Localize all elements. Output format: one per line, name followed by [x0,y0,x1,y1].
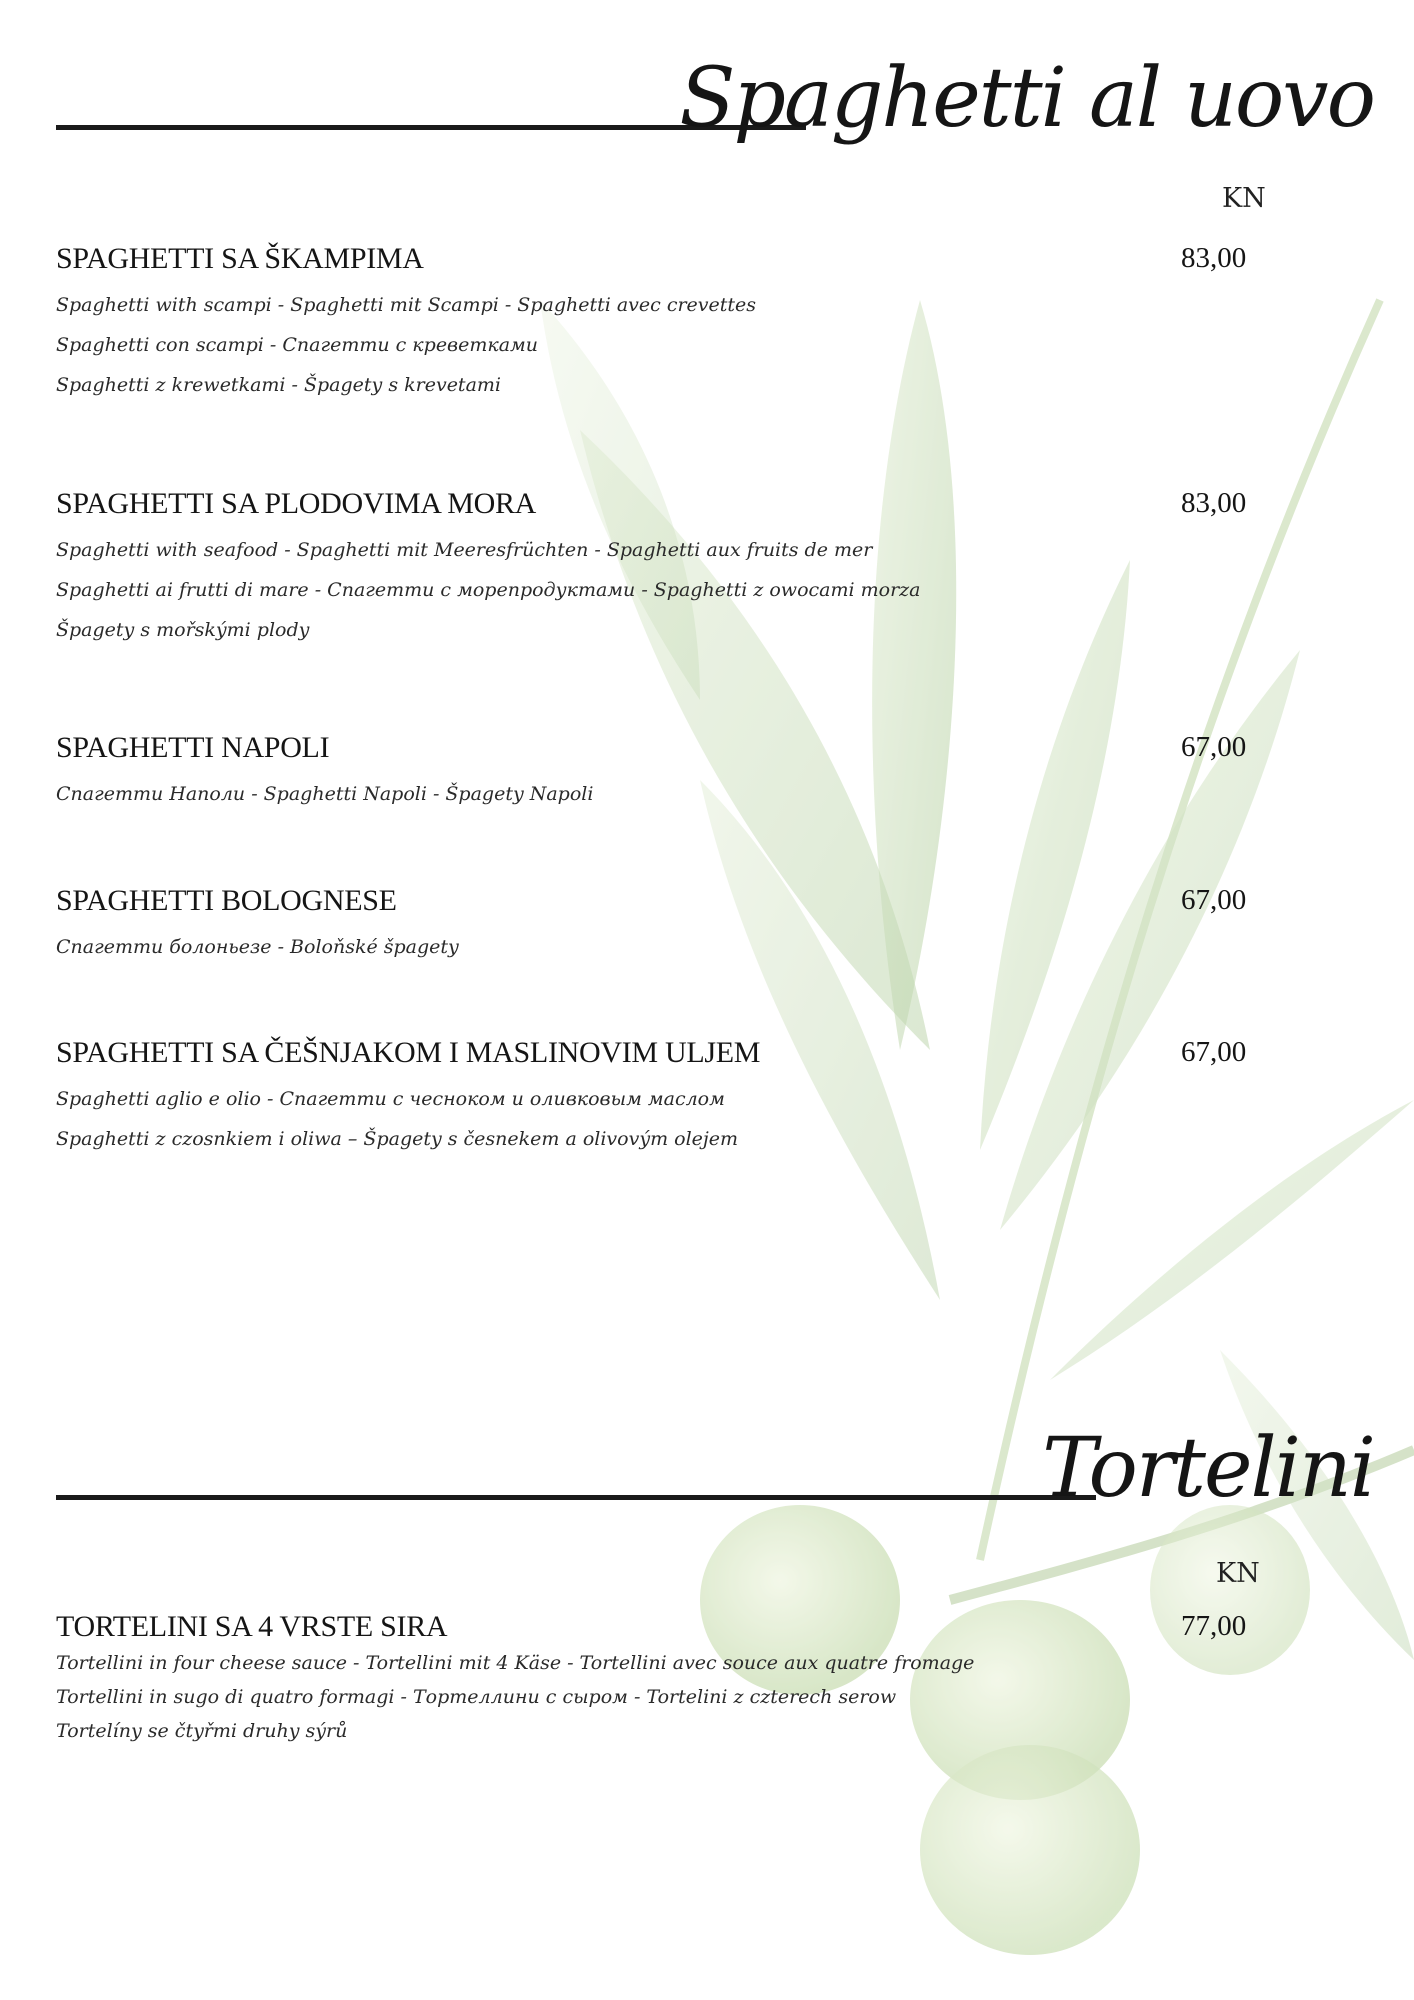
item-description-line: Спагетти болоньезе - Boloňské špagety [56,936,459,958]
item-price: 67,00 [1181,884,1247,916]
section-rule [56,1495,1096,1500]
menu-item [56,487,1356,641]
item-description-line: Spaghetti z krewetkami - Špagety s krevetami [56,374,501,396]
item-price: 83,00 [1181,242,1247,274]
item-name: SPAGHETTI NAPOLI [56,731,330,764]
menu-item [56,731,1356,805]
item-description-line: Špagety s mořskými plody [56,619,310,641]
section-title: Tortelini [1042,1421,1374,1516]
currency-label: KN [1222,183,1266,214]
item-description-line: Spaghetti ai frutti di mare - Спагетти с морепродуктами - Spaghetti z owocami morza [56,579,921,601]
section-header-spaghetti [56,30,1374,150]
item-description-line: Spaghetti with seafood - Spaghetti mit Meeresfrüchten - Spaghetti aux fruits de mer [56,539,873,561]
menu-item [56,884,1356,958]
item-name: SPAGHETTI SA ČEŠNJAKOM I MASLINOVIM ULJEM [56,1036,761,1069]
item-description-line: Spaghetti con scampi - Спагетти с креветками [56,334,539,356]
menu-item [56,1036,1356,1150]
item-name: SPAGHETTI SA ŠKAMPIMA [56,242,424,275]
section-title: Spaghetti al uovo [679,51,1374,146]
menu-item [56,1610,1356,1742]
item-description-line: Spaghetti with scampi - Spaghetti mit Scampi - Spaghetti avec crevettes [56,294,757,316]
item-price: 67,00 [1181,1036,1247,1068]
section-header-tortelini [56,1400,1374,1520]
item-description-line: Tortellini in sugo di quatro formagi - Тортеллини с сыром - Tortelini z czterech serow [56,1686,897,1708]
item-price: 67,00 [1181,731,1247,763]
item-name: SPAGHETTI BOLOGNESE [56,884,397,917]
item-description-line: Spaghetti aglio e olio - Спагетти с чесноком и оливковым маслом [56,1088,725,1110]
item-name: TORTELINI SA 4 VRSTE SIRA [56,1610,448,1643]
menu-item [56,242,1356,396]
currency-label: KN [1216,1558,1260,1589]
item-description-line: Tortelíny se čtyřmi druhy sýrů [56,1720,348,1742]
item-description-line: Tortellini in four cheese sauce - Tortellini mit 4 Käse - Tortellini avec souce aux quatre fromage [56,1652,975,1674]
item-price: 83,00 [1181,487,1247,519]
item-price: 77,00 [1181,1610,1247,1642]
item-description-line: Спагетти Наполи - Spaghetti Napoli - Špagety Napoli [56,783,594,805]
item-name: SPAGHETTI SA PLODOVIMA MORA [56,487,537,520]
item-description-line: Spaghetti z czosnkiem i oliwa – Špagety s česnekem a olivovým olejem [56,1128,739,1150]
